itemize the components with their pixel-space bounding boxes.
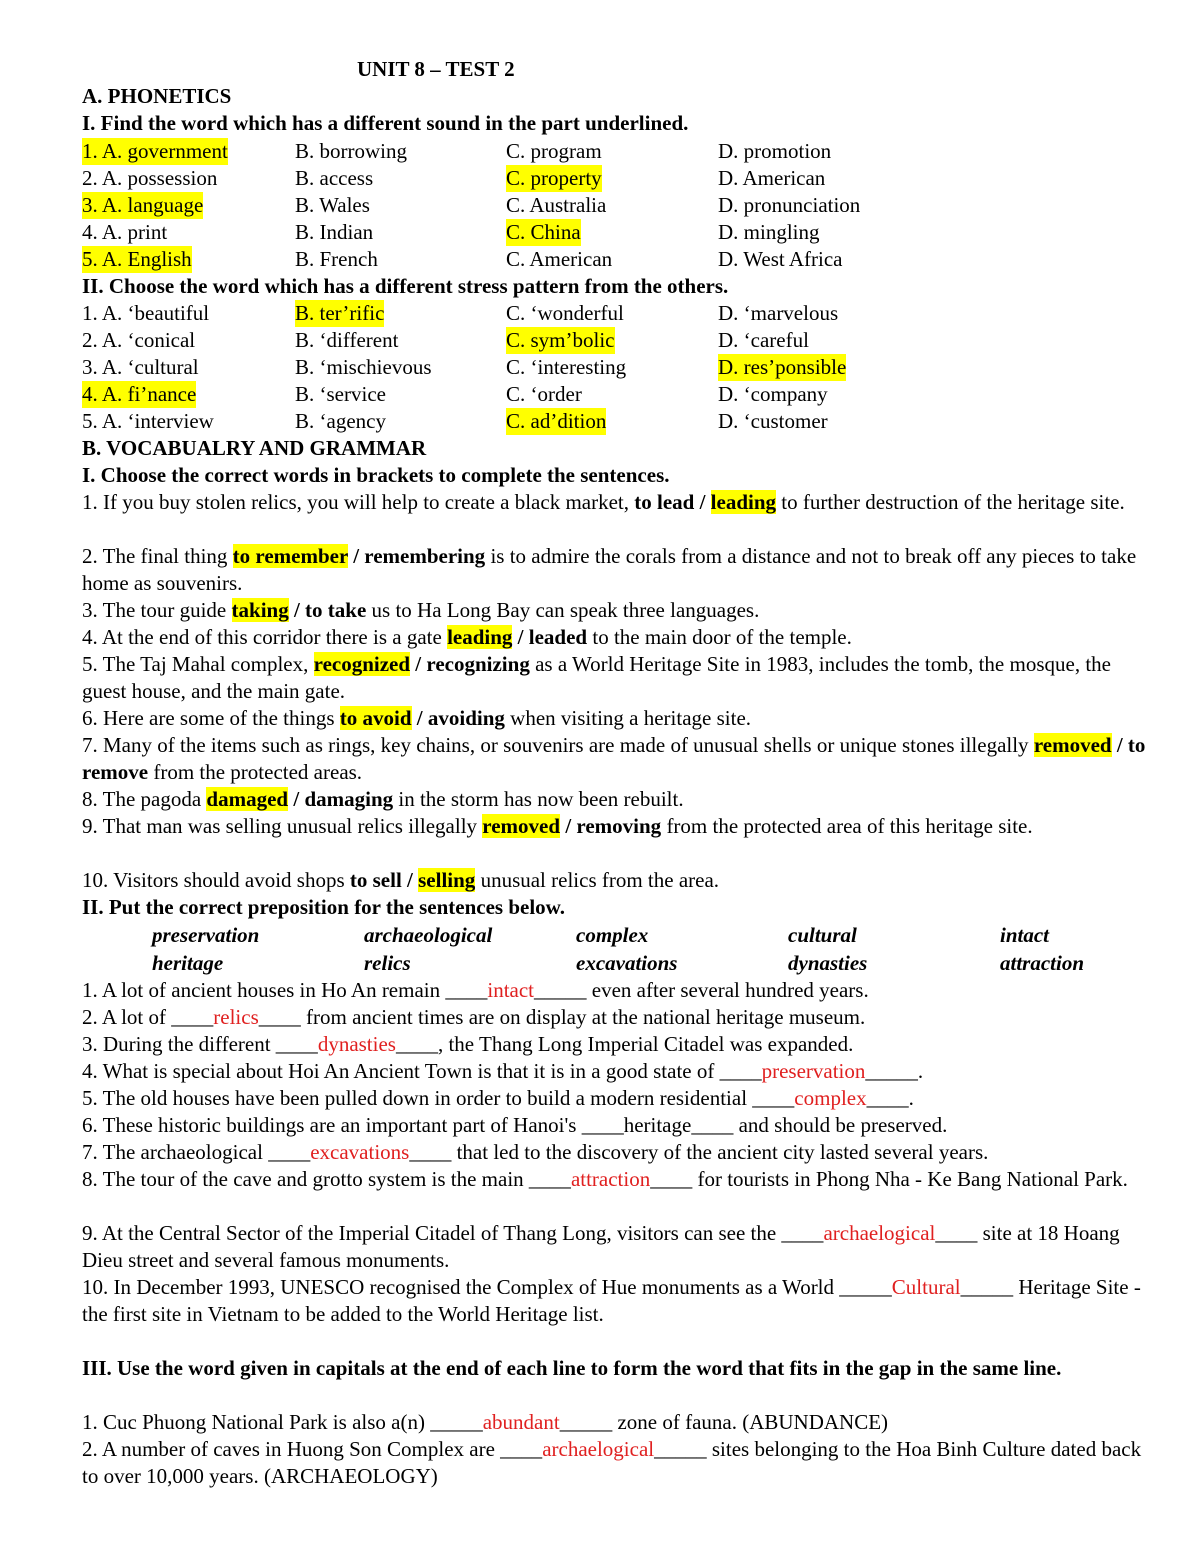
option: 5. A. English — [82, 247, 192, 271]
option: D. pronunciation — [718, 193, 861, 217]
phon1-row-2 — [82, 165, 1082, 192]
b1-sentence-7: 7. Many of the items such as rings, key chains, or souvenirs are made of unusual shells or unique stones illegally removed / to remove from the protected areas. — [82, 733, 1146, 784]
b2-sentence-8: 8. The tour of the cave and grotto system is the main ____attraction____ for tourists in Phong Nha - Ke Bang National Park. — [82, 1167, 1128, 1191]
option: 2. A. ‘conical — [82, 328, 196, 352]
b1-sentence-8: 8. The pagoda damaged / damaging in the storm has now been rebuilt. — [82, 787, 684, 811]
b2-sentence-7: 7. The archaeological ____excavations____ that led to the discovery of the ancient city lasted several years. — [82, 1140, 989, 1164]
option: 3. A. ‘cultural — [82, 355, 199, 379]
option: D. American — [718, 166, 826, 190]
option: 1. A. government — [82, 139, 228, 163]
part-a2-heading: II. Choose the word which has a different stress pattern from the others. — [82, 274, 729, 298]
answer: attraction — [570, 1167, 651, 1191]
b1-sentence-4: 4. At the end of this corridor there is a gate leading / leaded to the main door of the temple. — [82, 625, 852, 649]
section-a-heading: A. PHONETICS — [82, 84, 232, 108]
phon2-row-3 — [82, 354, 1082, 381]
answer: intact — [487, 978, 535, 1002]
option: C. ‘order — [506, 382, 582, 406]
word-box-item: dynasties — [788, 951, 868, 975]
b1-sentence-6: 6. Here are some of the things to avoid / avoiding when visiting a heritage site. — [82, 706, 752, 730]
word-box-item: complex — [576, 923, 649, 947]
b1-sentence-3: 3. The tour guide taking / to take us to Ha Long Bay can speak three languages. — [82, 598, 760, 622]
option: D. ‘customer — [718, 409, 828, 433]
option: C. sym’bolic — [506, 328, 615, 352]
phon1-row-3 — [82, 192, 1082, 219]
option: C. Australia — [506, 193, 607, 217]
option: D. res’ponsible — [718, 355, 847, 379]
b1-sentence-9: 9. That man was selling unusual relics illegally removed / removing from the protected area of this heritage site. — [82, 814, 1033, 838]
word-box-item: preservation — [152, 923, 260, 947]
b2-sentence-4: 4. What is special about Hoi An Ancient Town is that it is in a good state of ____preservation_____. — [82, 1059, 924, 1083]
part-a1-heading: I. Find the word which has a different sound in the part underlined. — [82, 111, 689, 135]
word-box-item: excavations — [576, 951, 678, 975]
option: B. French — [295, 247, 378, 271]
b1-sentence-1: 1. If you buy stolen relics, you will help to create a black market, to lead / leading to further destruction of the heritage site. — [82, 490, 1125, 514]
option: 4. A. print — [82, 220, 168, 244]
b2-sentence-2: 2. A lot of ____relics____ from ancient times are on display at the national heritage museum. — [82, 1005, 866, 1029]
option: B. Wales — [295, 193, 370, 217]
option: C. property — [506, 166, 602, 190]
b2-sentence-5: 5. The old houses have been pulled down in order to build a modern residential ____complex____. — [82, 1086, 914, 1110]
answer: complex — [794, 1086, 867, 1110]
option: D. promotion — [718, 139, 832, 163]
option: 1. A. ‘beautiful — [82, 301, 210, 325]
answer: relics — [213, 1005, 259, 1029]
b1-sentence-2: 2. The final thing to remember / remembering is to admire the corals from a distance and not to break off any pieces to take home as souvenirs. — [82, 544, 1137, 595]
b1-sentence-5: 5. The Taj Mahal complex, recognized / recognizing as a World Heritage Site in 1983, includes the tomb, the mosque, the guest house, and the main gate. — [82, 652, 1111, 703]
word-box-item: intact — [1000, 923, 1050, 947]
option: C. China — [506, 220, 581, 244]
option: C. ‘wonderful — [506, 301, 624, 325]
option: 3. A. language — [82, 193, 204, 217]
b2-sentence-1: 1. A lot of ancient houses in Ho An remain ____intact_____ even after several hundred years. — [82, 978, 869, 1002]
phon2-row-2 — [82, 327, 1082, 354]
answer: archaelogical — [542, 1437, 655, 1461]
b3-sentence-1: 1. Cuc Phuong National Park is also a(n) _____abundant_____ zone of fauna. (ABUNDANCE) — [82, 1410, 889, 1434]
answer: preservation — [761, 1059, 866, 1083]
option: B. ‘different — [295, 328, 399, 352]
option: B. ter’rific — [295, 301, 385, 325]
phon1-row-5 — [82, 246, 1082, 273]
option: B. borrowing — [295, 139, 407, 163]
word-box-item: cultural — [788, 923, 857, 947]
word-box-item: relics — [364, 951, 411, 975]
option: D. mingling — [718, 220, 820, 244]
answer: archaelogical — [823, 1221, 936, 1245]
word-box-row-2 — [82, 950, 1157, 977]
option: D. West Africa — [718, 247, 843, 271]
option: C. program — [506, 139, 602, 163]
part-b1-heading: I. Choose the correct words in brackets to complete the sentences. — [82, 463, 670, 487]
word-box-item: heritage — [152, 951, 224, 975]
word-box-item: archaeological — [364, 923, 493, 947]
word-box-row-1 — [82, 922, 1157, 949]
option: C. American — [506, 247, 613, 271]
phon2-row-1 — [82, 300, 1082, 327]
part-b2-heading: II. Put the correct preposition for the sentences below. — [82, 895, 565, 919]
answer: Cultural — [891, 1275, 961, 1299]
phon2-row-5 — [82, 408, 1082, 435]
option: 5. A. ‘interview — [82, 409, 214, 433]
option: B. ‘mischievous — [295, 355, 432, 379]
section-b-heading: B. VOCABUALRY AND GRAMMAR — [82, 436, 427, 460]
b1-sentence-10: 10. Visitors should avoid shops to sell / selling unusual relics from the area. — [82, 868, 720, 892]
option: B. ‘service — [295, 382, 386, 406]
option: B. ‘agency — [295, 409, 386, 433]
answer: abundant — [482, 1410, 560, 1434]
phon1-row-4 — [82, 219, 1082, 246]
b2-sentence-9: 9. At the Central Sector of the Imperial Citadel of Thang Long, visitors can see the ____archaelogical____ site at 18 Hoang Dieu street and several famous monuments. — [82, 1221, 1120, 1272]
answer: dynasties — [317, 1032, 396, 1056]
option: 4. A. fi’nance — [82, 382, 197, 406]
b2-sentence-6: 6. These historic buildings are an important part of Hanoi's ____heritage____ and should be preserved. — [82, 1113, 948, 1137]
b3-sentence-2: 2. A number of caves in Huong Son Complex are ____archaelogical_____ sites belonging to the Hoa Binh Culture dated back to over 10,000 years. (ARCHAEOLOGY) — [82, 1437, 1142, 1488]
option: 2. A. possession — [82, 166, 218, 190]
option: C. ad’dition — [506, 409, 607, 433]
part-b3-heading: III. Use the word given in capitals at the end of each line to form the word that fits in the gap in the same line. — [82, 1356, 1062, 1380]
option: C. ‘interesting — [506, 355, 627, 379]
answer: excavations — [310, 1140, 410, 1164]
option: D. ‘careful — [718, 328, 809, 352]
b2-sentence-3: 3. During the different ____dynasties____, the Thang Long Imperial Citadel was expanded. — [82, 1032, 854, 1056]
option: D. ‘marvelous — [718, 301, 839, 325]
option: D. ‘company — [718, 382, 828, 406]
b2-sentence-10: 10. In December 1993, UNESCO recognised the Complex of Hue monuments as a World _____Cultural_____ Heritage Site - the first site in Vietnam to be added to the World Heritage list. — [82, 1275, 1141, 1326]
option: B. Indian — [295, 220, 374, 244]
phon2-row-4 — [82, 381, 1082, 408]
phon1-row-1 — [82, 138, 1082, 165]
page-title: UNIT 8 – TEST 2 — [357, 57, 515, 81]
option: B. access — [295, 166, 374, 190]
word-box-item: attraction — [1000, 951, 1085, 975]
